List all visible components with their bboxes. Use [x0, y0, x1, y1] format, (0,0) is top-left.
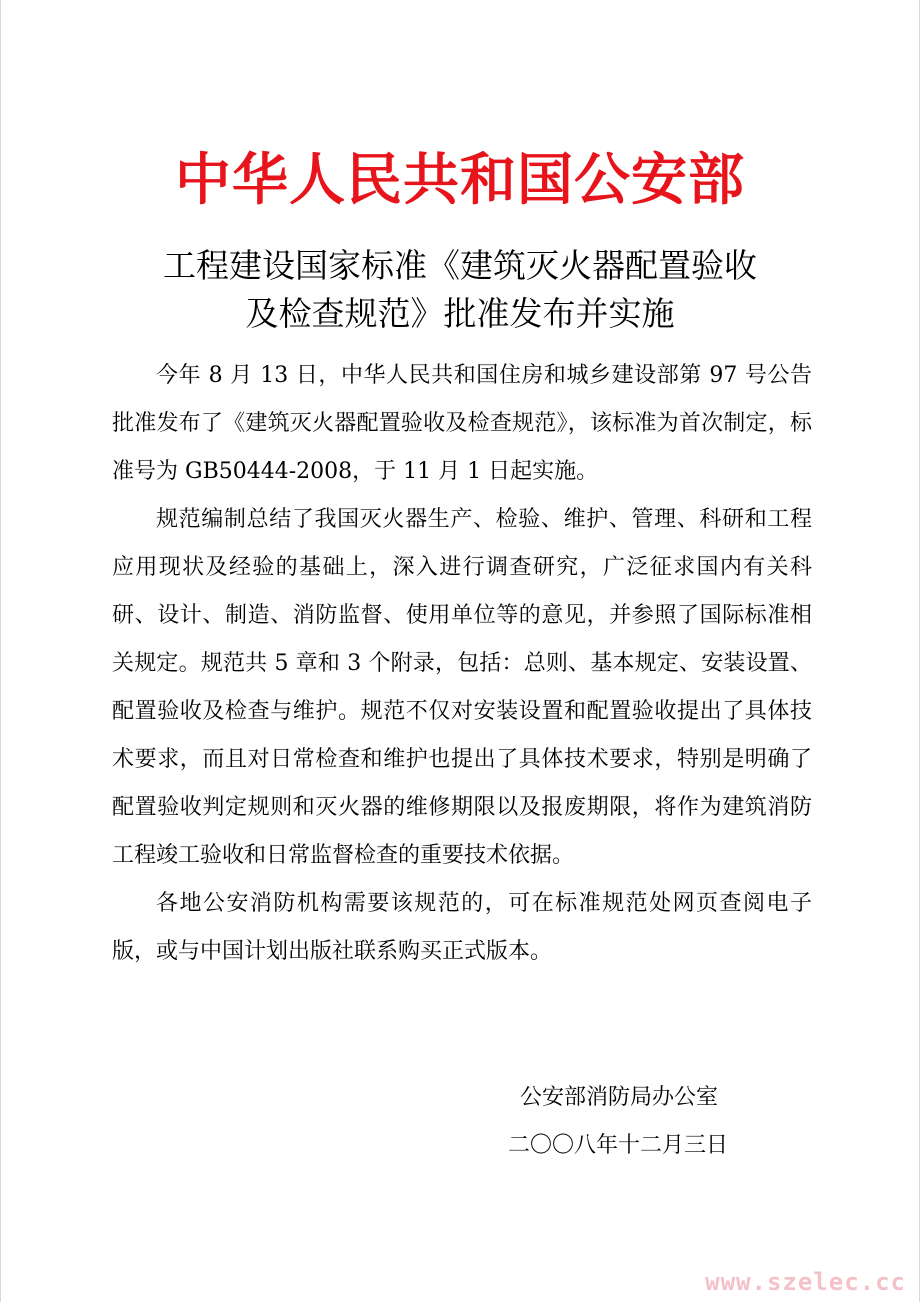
body-paragraph-2: 规范编制总结了我国灭火器生产、检验、维护、管理、科研和工程应用现状及经验的基础上，深入进行调查研究，广泛征求国内有关科研、设计、制造、消防监督、使用单位等的意见，并参照了国际标准相关规定。规范共 5 章和 3 个附录，包括：总则、基本规定、安装设置、配置验收及检查与维护。规范不仅对安装设置和配置验收提出了具体技术要求，而且对日常检查和维护也提出了具体技术要求，特别是明确了配置验收判定规则和灭火器的维修期限以及报废期限，将作为建筑消防工程竣工验收和日常监督检查的重要技术依据。 — [112, 507, 812, 868]
body-paragraph-1: 今年 8 月 13 日，中华人民共和国住房和城乡建设部第 97 号公告批准发布了《建筑灭火器配置验收及检查规范》，该标准为首次制定，标准号为 GB50444-2008，于 11 月 1 日起实施。 — [112, 363, 812, 484]
title-line-2: 及检查规范》批准发布并实施 — [245, 294, 675, 333]
document-title — [0, 242, 920, 338]
site-watermark: www.szelec.cc — [705, 1268, 906, 1296]
title-line-1: 工程建设国家标准《建筑灭火器配置验收 — [163, 246, 757, 285]
issuer-header: 中华人民共和国公安部 — [175, 148, 745, 213]
signature-block — [508, 1074, 808, 1170]
body-paragraph-3: 各地公安消防机构需要该规范的，可在标准规范处网页查阅电子版，或与中国计划出版社联系购买正式版本。 — [112, 891, 812, 964]
signature-date: 二〇〇八年十二月三日 — [508, 1133, 729, 1158]
document-body — [112, 352, 812, 976]
signature-organization: 公安部消防局办公室 — [520, 1085, 719, 1110]
